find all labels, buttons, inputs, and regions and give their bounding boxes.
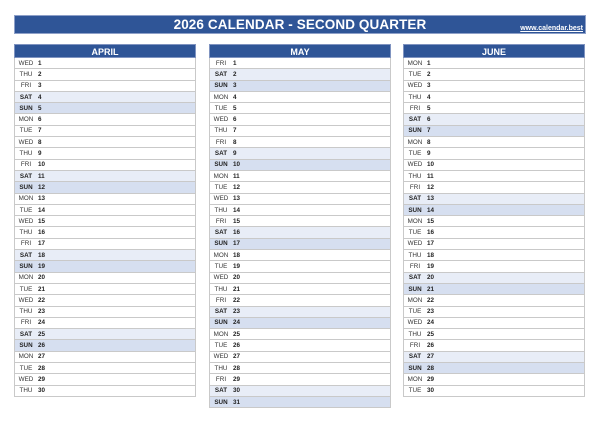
- day-row: [15, 261, 195, 272]
- day-row: [210, 329, 390, 340]
- day-of-week: MON: [407, 217, 423, 225]
- day-of-week: SUN: [214, 398, 228, 406]
- day-of-week: SAT: [19, 93, 33, 101]
- day-of-week: TUE: [19, 206, 33, 214]
- day-number: 5: [38, 104, 42, 112]
- day-of-week: MON: [407, 296, 423, 304]
- day-number: 21: [427, 285, 435, 293]
- day-number: 14: [233, 206, 241, 214]
- day-row: [210, 205, 390, 216]
- day-number: 29: [38, 375, 46, 383]
- day-row: [404, 160, 584, 171]
- day-number: 9: [233, 150, 237, 158]
- day-row: [210, 386, 390, 397]
- day-of-week: THU: [408, 330, 422, 338]
- day-of-week: WED: [407, 319, 423, 327]
- day-number: 12: [427, 183, 435, 191]
- day-row: [210, 374, 390, 385]
- day-row: [15, 160, 195, 171]
- day-number: 27: [38, 353, 46, 361]
- day-of-week: THU: [19, 229, 33, 237]
- day-number: 31: [233, 398, 241, 406]
- day-of-week: SAT: [408, 274, 422, 282]
- day-row: [404, 239, 584, 250]
- day-number: 9: [427, 150, 431, 158]
- day-row: [15, 194, 195, 205]
- day-number: 10: [233, 161, 241, 169]
- day-number: 18: [233, 251, 241, 259]
- day-number: 16: [427, 229, 435, 237]
- day-number: 8: [427, 138, 431, 146]
- day-row: [15, 92, 195, 103]
- day-row: [210, 58, 390, 69]
- day-row: [15, 318, 195, 329]
- day-row: [15, 340, 195, 351]
- day-row: [210, 92, 390, 103]
- day-of-week: TUE: [214, 183, 228, 191]
- day-of-week: SAT: [19, 251, 33, 259]
- day-of-week: WED: [213, 274, 229, 282]
- day-number: 21: [233, 285, 241, 293]
- page-title: 2026 CALENDAR - SECOND QUARTER: [173, 17, 427, 32]
- day-of-week: WED: [18, 59, 34, 67]
- day-of-week: FRI: [215, 138, 227, 146]
- day-of-week: THU: [408, 251, 422, 259]
- day-number: 27: [427, 353, 435, 361]
- day-of-week: MON: [213, 251, 229, 259]
- day-of-week: TUE: [408, 150, 422, 158]
- day-number: 30: [427, 387, 435, 395]
- day-of-week: TUE: [19, 127, 33, 135]
- day-row: [404, 352, 584, 363]
- day-row: [210, 239, 390, 250]
- day-row: [210, 284, 390, 295]
- day-row: [404, 386, 584, 397]
- day-row: [404, 284, 584, 295]
- day-row: [404, 295, 584, 306]
- day-row: [404, 148, 584, 159]
- day-of-week: WED: [18, 296, 34, 304]
- day-number: 28: [427, 364, 435, 372]
- day-row: [404, 92, 584, 103]
- day-number: 12: [38, 183, 46, 191]
- day-of-week: SAT: [214, 308, 228, 316]
- day-of-week: TUE: [408, 387, 422, 395]
- day-number: 14: [427, 206, 435, 214]
- day-number: 12: [233, 183, 241, 191]
- day-row: [210, 261, 390, 272]
- day-number: 22: [233, 296, 241, 304]
- day-of-week: MON: [18, 274, 34, 282]
- month-header: JUNE: [403, 44, 585, 58]
- day-number: 23: [38, 308, 46, 316]
- day-of-week: TUE: [214, 262, 228, 270]
- day-of-week: TUE: [408, 308, 422, 316]
- day-of-week: THU: [19, 150, 33, 158]
- day-row: [210, 194, 390, 205]
- day-of-week: THU: [19, 70, 33, 78]
- day-number: 5: [427, 104, 431, 112]
- day-number: 10: [38, 161, 46, 169]
- day-number: 16: [233, 229, 241, 237]
- day-number: 1: [38, 59, 42, 67]
- day-of-week: FRI: [409, 262, 421, 270]
- day-row: [15, 250, 195, 261]
- day-row: [210, 250, 390, 261]
- title-bar: [14, 15, 586, 34]
- day-row: [15, 295, 195, 306]
- day-row: [404, 103, 584, 114]
- day-row: [15, 307, 195, 318]
- day-of-week: TUE: [19, 364, 33, 372]
- day-row: [210, 307, 390, 318]
- day-row: [210, 273, 390, 284]
- day-row: [404, 318, 584, 329]
- day-of-week: WED: [213, 353, 229, 361]
- day-number: 4: [38, 93, 42, 101]
- day-row: [15, 126, 195, 137]
- day-of-week: SAT: [214, 150, 228, 158]
- day-number: 20: [233, 274, 241, 282]
- day-number: 2: [427, 70, 431, 78]
- day-of-week: MON: [213, 172, 229, 180]
- day-row: [210, 126, 390, 137]
- day-number: 3: [233, 82, 237, 90]
- day-of-week: TUE: [214, 342, 228, 350]
- day-row: [15, 284, 195, 295]
- day-of-week: WED: [407, 161, 423, 169]
- day-row: [404, 69, 584, 80]
- day-number: 7: [233, 127, 237, 135]
- day-of-week: WED: [407, 240, 423, 248]
- month-april: [14, 44, 196, 397]
- day-number: 16: [38, 229, 46, 237]
- day-number: 19: [427, 262, 435, 270]
- day-of-week: FRI: [409, 183, 421, 191]
- day-of-week: SUN: [408, 285, 422, 293]
- day-of-week: MON: [18, 195, 34, 203]
- day-row: [15, 363, 195, 374]
- day-number: 25: [233, 330, 241, 338]
- day-of-week: SAT: [19, 172, 33, 180]
- day-of-week: TUE: [408, 229, 422, 237]
- day-number: 6: [427, 116, 431, 124]
- day-number: 8: [38, 138, 42, 146]
- day-of-week: SUN: [19, 262, 33, 270]
- day-number: 28: [233, 364, 241, 372]
- day-of-week: WED: [213, 195, 229, 203]
- day-of-week: SAT: [408, 116, 422, 124]
- day-number: 22: [427, 296, 435, 304]
- day-number: 2: [38, 70, 42, 78]
- day-number: 13: [38, 195, 46, 203]
- day-of-week: SUN: [408, 127, 422, 135]
- day-row: [15, 81, 195, 92]
- day-of-week: MON: [213, 330, 229, 338]
- day-number: 30: [38, 387, 46, 395]
- day-of-week: SAT: [214, 70, 228, 78]
- day-of-week: SAT: [408, 195, 422, 203]
- day-number: 3: [427, 82, 431, 90]
- day-row: [404, 329, 584, 340]
- day-of-week: MON: [407, 59, 423, 67]
- day-number: 29: [427, 375, 435, 383]
- day-row: [404, 261, 584, 272]
- day-number: 19: [38, 262, 46, 270]
- day-row: [404, 137, 584, 148]
- day-number: 26: [233, 342, 241, 350]
- day-of-week: FRI: [215, 59, 227, 67]
- day-of-week: TUE: [408, 70, 422, 78]
- day-row: [404, 227, 584, 238]
- day-number: 6: [38, 116, 42, 124]
- day-of-week: SUN: [19, 183, 33, 191]
- day-number: 28: [38, 364, 46, 372]
- day-of-week: FRI: [20, 240, 32, 248]
- day-row: [15, 137, 195, 148]
- day-of-week: FRI: [215, 296, 227, 304]
- day-number: 17: [233, 240, 241, 248]
- day-of-week: MON: [407, 138, 423, 146]
- day-number: 29: [233, 375, 241, 383]
- day-row: [404, 58, 584, 69]
- day-row: [404, 340, 584, 351]
- day-row: [210, 227, 390, 238]
- day-row: [210, 103, 390, 114]
- day-of-week: FRI: [20, 82, 32, 90]
- day-number: 2: [233, 70, 237, 78]
- day-row: [15, 182, 195, 193]
- day-of-week: FRI: [409, 104, 421, 112]
- day-of-week: SAT: [19, 330, 33, 338]
- day-of-week: SAT: [408, 353, 422, 361]
- day-row: [210, 397, 390, 408]
- day-row: [210, 114, 390, 125]
- day-number: 26: [38, 342, 46, 350]
- day-of-week: MON: [18, 353, 34, 361]
- day-of-week: TUE: [19, 285, 33, 293]
- day-row: [15, 227, 195, 238]
- day-number: 30: [233, 387, 241, 395]
- day-of-week: THU: [214, 206, 228, 214]
- day-row: [15, 273, 195, 284]
- day-number: 14: [38, 206, 46, 214]
- day-number: 24: [38, 319, 46, 327]
- day-of-week: THU: [19, 308, 33, 316]
- day-of-week: THU: [408, 93, 422, 101]
- day-row: [404, 171, 584, 182]
- day-row: [404, 194, 584, 205]
- day-of-week: WED: [18, 217, 34, 225]
- day-row: [210, 160, 390, 171]
- day-of-week: MON: [407, 375, 423, 383]
- day-of-week: MON: [18, 116, 34, 124]
- day-row: [15, 114, 195, 125]
- day-of-week: SUN: [19, 104, 33, 112]
- day-number: 7: [427, 127, 431, 135]
- day-row: [210, 171, 390, 182]
- day-of-week: SAT: [214, 387, 228, 395]
- day-row: [210, 340, 390, 351]
- day-list: [403, 58, 585, 397]
- day-number: 17: [38, 240, 46, 248]
- day-of-week: SUN: [408, 206, 422, 214]
- day-of-week: SUN: [408, 364, 422, 372]
- day-row: [404, 273, 584, 284]
- day-number: 4: [427, 93, 431, 101]
- day-row: [15, 374, 195, 385]
- month-may: [209, 44, 391, 408]
- day-number: 1: [233, 59, 237, 67]
- day-row: [404, 182, 584, 193]
- day-number: 15: [427, 217, 435, 225]
- day-row: [15, 148, 195, 159]
- day-of-week: TUE: [214, 104, 228, 112]
- day-of-week: FRI: [215, 217, 227, 225]
- day-number: 11: [233, 172, 240, 180]
- day-number: 18: [38, 251, 46, 259]
- day-row: [15, 69, 195, 80]
- day-row: [404, 205, 584, 216]
- day-row: [15, 329, 195, 340]
- day-of-week: FRI: [215, 375, 227, 383]
- site-link[interactable]: www.calendar.best: [520, 25, 583, 32]
- day-of-week: FRI: [20, 319, 32, 327]
- day-row: [15, 205, 195, 216]
- day-row: [15, 386, 195, 397]
- day-row: [210, 295, 390, 306]
- day-row: [210, 81, 390, 92]
- month-june: [403, 44, 585, 397]
- day-row: [15, 171, 195, 182]
- day-row: [404, 363, 584, 374]
- day-number: 11: [38, 172, 45, 180]
- day-number: 8: [233, 138, 237, 146]
- day-number: 15: [233, 217, 241, 225]
- day-of-week: SUN: [214, 319, 228, 327]
- day-number: 23: [427, 308, 435, 316]
- day-of-week: FRI: [409, 342, 421, 350]
- day-number: 15: [38, 217, 46, 225]
- day-row: [210, 69, 390, 80]
- day-row: [15, 58, 195, 69]
- day-list: [14, 58, 196, 397]
- day-of-week: SAT: [214, 229, 228, 237]
- day-row: [404, 114, 584, 125]
- day-number: 7: [38, 127, 42, 135]
- month-header: APRIL: [14, 44, 196, 58]
- day-row: [210, 137, 390, 148]
- day-row: [404, 307, 584, 318]
- day-number: 10: [427, 161, 435, 169]
- day-number: 19: [233, 262, 241, 270]
- day-of-week: WED: [213, 116, 229, 124]
- day-row: [210, 363, 390, 374]
- day-number: 18: [427, 251, 435, 259]
- day-number: 11: [427, 172, 434, 180]
- day-number: 24: [427, 319, 435, 327]
- day-of-week: THU: [19, 387, 33, 395]
- day-row: [404, 216, 584, 227]
- day-of-week: SUN: [214, 161, 228, 169]
- day-row: [404, 250, 584, 261]
- day-number: 20: [427, 274, 435, 282]
- day-row: [210, 216, 390, 227]
- day-number: 24: [233, 319, 241, 327]
- day-row: [15, 239, 195, 250]
- day-number: 9: [38, 150, 42, 158]
- day-number: 21: [38, 285, 46, 293]
- day-of-week: THU: [214, 127, 228, 135]
- day-of-week: WED: [18, 375, 34, 383]
- day-list: [209, 58, 391, 408]
- day-number: 5: [233, 104, 237, 112]
- day-number: 3: [38, 82, 42, 90]
- day-row: [210, 148, 390, 159]
- day-row: [404, 374, 584, 385]
- day-number: 26: [427, 342, 435, 350]
- day-number: 22: [38, 296, 46, 304]
- day-row: [210, 352, 390, 363]
- day-number: 23: [233, 308, 241, 316]
- day-number: 4: [233, 93, 237, 101]
- day-row: [210, 182, 390, 193]
- day-number: 13: [233, 195, 241, 203]
- day-of-week: WED: [407, 82, 423, 90]
- day-of-week: FRI: [20, 161, 32, 169]
- day-of-week: THU: [408, 172, 422, 180]
- day-of-week: SUN: [214, 240, 228, 248]
- day-number: 1: [427, 59, 431, 67]
- day-of-week: SUN: [214, 82, 228, 90]
- day-number: 25: [38, 330, 46, 338]
- day-row: [15, 352, 195, 363]
- day-of-week: SUN: [19, 342, 33, 350]
- day-row: [404, 126, 584, 137]
- day-of-week: THU: [214, 285, 228, 293]
- day-number: 13: [427, 195, 435, 203]
- day-of-week: THU: [214, 364, 228, 372]
- day-number: 6: [233, 116, 237, 124]
- day-row: [404, 81, 584, 92]
- day-row: [15, 103, 195, 114]
- month-header: MAY: [209, 44, 391, 58]
- day-row: [15, 216, 195, 227]
- day-number: 25: [427, 330, 435, 338]
- day-of-week: WED: [18, 138, 34, 146]
- day-row: [210, 318, 390, 329]
- day-number: 20: [38, 274, 46, 282]
- day-of-week: MON: [213, 93, 229, 101]
- day-number: 27: [233, 353, 241, 361]
- day-number: 17: [427, 240, 435, 248]
